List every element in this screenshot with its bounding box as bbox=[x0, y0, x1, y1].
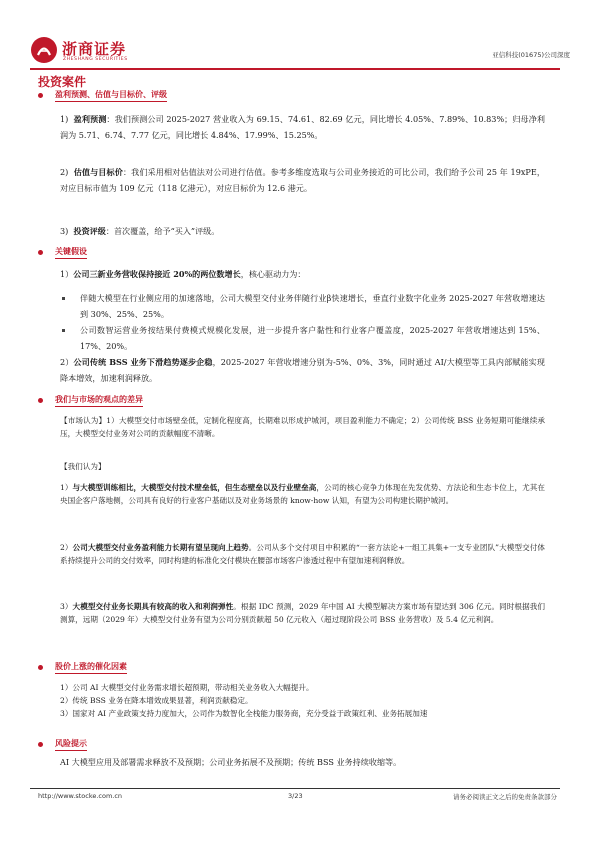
our-view-1: 1）与大模型训练相比，大模型交付技术壁垒低，但生态壁垒以及行业壁垒高，公司的核心竞争力体现在先发优势、方法论和生态卡位上，尤其在央国企客户落地侧，公司具有良好的行业客户基础以及对业务场景的 know-how 认知，有望为公司构建长期护城河。 bbox=[60, 483, 545, 505]
square-bullet-icon bbox=[62, 329, 65, 332]
bullet-icon bbox=[38, 665, 43, 670]
catalyst-2: 2）传统 BSS 业务在降本增效成果显著，利润贡献稳定。 bbox=[60, 696, 253, 705]
section-heading-risks bbox=[38, 738, 87, 751]
section-heading-label: 我们与市场的观点的差异 bbox=[55, 394, 143, 407]
risks-paragraph: AI 大模型应用及部署需求释放不及预期；公司业务拓展不及预期；传统 BSS 业务持续收缩等。 bbox=[60, 757, 402, 767]
section-heading-label: 盈利预测、估值与目标价、评级 bbox=[55, 89, 167, 102]
market-view-paragraph: 【市场认为】1）大模型交付市场壁垒低，定制化程度高，长期难以形成护城河，项目盈利能力不确定；2）公司传统 BSS 业务短期可能继续承压，大模型交付业务对公司的贡献幅度不清晰。 bbox=[60, 416, 545, 438]
footer-divider bbox=[30, 788, 560, 789]
forecast-paragraph-2: 2) 估值与目标价：我们采用相对估值法对公司进行估值。参考多维度选取与公司业务接近的可比公司，我们给予公司 25 年 19xPE，对应目标市值为 109 亿元（118 亿港元），对应目标价为 12.6 港元。 bbox=[60, 167, 545, 193]
section-heading-forecast bbox=[38, 89, 167, 102]
catalyst-1: 1）公司 AI 大模型交付业务需求增长超预期，带动相关业务收入大幅提升。 bbox=[60, 683, 314, 692]
page-header bbox=[30, 36, 575, 66]
page-title: 投资案件 bbox=[38, 75, 87, 89]
bullet-icon bbox=[38, 93, 43, 98]
brand-name-en: ZHESHANG SECURITIES bbox=[63, 57, 128, 62]
brand-name: 浙商证券 bbox=[62, 40, 127, 58]
assumption-2: 2）公司传统 BSS 业务下滑趋势逐步企稳，2025-2027 年营收增速分别为-5%、0%、3%，同时通过 AI/大模型等工具内部赋能实现降本增效，加速利润释放。 bbox=[60, 357, 545, 383]
bullet-icon bbox=[38, 250, 43, 255]
assumption-1: 1）公司三新业务营收保持接近 20%的两位数增长，核心驱动力为： bbox=[60, 269, 306, 279]
catalyst-3: 3）国家对 AI 产业政策支持力度加大，公司作为数智化全栈能力服务商，充分受益于政策红利、业务拓展加速 bbox=[60, 709, 428, 718]
section-heading-catalysts bbox=[38, 661, 127, 674]
assumption-1-item-2: 公司数智运营业务按结果付费模式规模化发展，进一步提升客户黏性和行业客户覆盖度，2025-2027 年营收增速达到 15%、17%、20%。 bbox=[80, 325, 545, 351]
page-number: 3/23 bbox=[288, 792, 303, 800]
section-heading-differences bbox=[38, 394, 143, 407]
section-heading-label: 风险提示 bbox=[55, 738, 87, 751]
section-heading-label: 关键假设 bbox=[55, 246, 87, 259]
report-tag: 亚信科技(01675)公司深度 bbox=[492, 51, 570, 59]
header-divider bbox=[30, 68, 560, 70]
forecast-paragraph-3: 3) 投资评级：首次覆盖，给予“买入”评级。 bbox=[60, 226, 220, 236]
our-view-2: 2）公司大模型交付业务盈利能力长期有望呈现向上趋势。公司从多个交付项目中积累的“一套方法论+一组工具集+一支专业团队”大模型交付体系持续提升公司的交付效率，同时构建的标准化交付模块在腰部市场客户渗透过程中有望加速利润释放。 bbox=[60, 543, 545, 565]
section-heading-assumptions bbox=[38, 246, 87, 259]
zheshang-logo-icon bbox=[30, 36, 58, 64]
square-bullet-icon bbox=[62, 297, 65, 300]
bullet-icon bbox=[38, 742, 43, 747]
our-view-label: 【我们认为】 bbox=[60, 462, 106, 471]
our-view-3: 3）大模型交付业务长期具有较高的收入和利润弹性。根据 IDC 预测，2029 年中国 AI 大模型解决方案市场有望达到 306 亿元。同时根据我们测算，远期（2029 年）大模型交付业务有望为公司分别贡献超 50 亿元收入（超过现阶段公司 BSS 业务营收）及 5.4 亿元利润。 bbox=[60, 602, 545, 624]
footer-disclaimer: 请务必阅读正文之后的免责条款部分 bbox=[453, 793, 557, 801]
bullet-icon bbox=[38, 398, 43, 403]
forecast-paragraph-1: 1) 盈利预测：我们预测公司 2025-2027 营业收入为 69.15、74.61、82.69 亿元，同比增长 4.05%、7.89%、10.83%；归母净利润为 5.71、6.74、7.77 亿元，同比增长 4.84%、17.99%、15.25%。 bbox=[60, 114, 545, 140]
section-heading-label: 股价上涨的催化因素 bbox=[55, 661, 127, 674]
assumption-1-item-1: 伴随大模型在行业侧应用的加速落地，公司大模型交付业务伴随行业β快速增长，垂直行业数字化业务 2025-2027 年营收增速达到 30%、25%、25%。 bbox=[80, 293, 545, 319]
footer-url[interactable]: http://www.stocke.com.cn bbox=[38, 792, 123, 800]
